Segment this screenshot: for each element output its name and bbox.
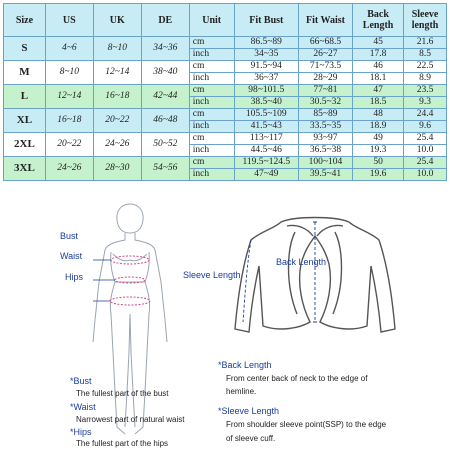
uk-size-cell: 8~10 [93,37,141,61]
figure-label-bust: Bust [60,231,79,241]
table-row [4,61,447,73]
sleeve-length-cell: 24.4 [404,109,447,121]
definition-back-length-title: *Back Length [218,360,272,370]
us-size-cell: 12~14 [45,85,93,109]
definition-sleeve-length-text-1: From shoulder sleeve point(SSP) to the edge [226,420,387,429]
unit-cell: inch [189,145,234,157]
fit-waist-cell: 30.5~32 [298,97,352,109]
back-length-cell: 48 [353,109,404,121]
sleeve-length-cell: 10.0 [404,169,447,181]
de-size-cell: 42~44 [141,85,189,109]
size-cell: XL [4,109,46,133]
back-length-cell: 18.1 [353,73,404,85]
definition-waist-title: *Waist [70,402,96,412]
fit-bust-cell: 44.5~46 [234,145,298,157]
size-cell: 3XL [4,157,46,181]
jacket-label-sleeve-length: Sleeve Length [183,270,241,280]
sleeve-length-cell: 25.4 [404,157,447,169]
table-row [4,37,447,49]
fit-bust-cell: 34~35 [234,49,298,61]
us-size-cell: 20~22 [45,133,93,157]
back-length-cell: 49 [353,133,404,145]
sleeve-length-cell: 8.9 [404,73,447,85]
fit-bust-cell: 113~117 [234,133,298,145]
fit-bust-cell: 119.5~124.5 [234,157,298,169]
figure-label-waist: Waist [60,251,83,261]
unit-cell: cm [189,37,234,49]
unit-cell: cm [189,157,234,169]
fit-bust-cell: 91.5~94 [234,61,298,73]
fit-waist-cell: 26~27 [298,49,352,61]
sleeve-length-cell: 21.6 [404,37,447,49]
de-size-cell: 38~40 [141,61,189,85]
back-length-cell: 18.5 [353,97,404,109]
fit-waist-cell: 39.5~41 [298,169,352,181]
fit-bust-cell: 38.5~40 [234,97,298,109]
back-length-cell: 17.8 [353,49,404,61]
definition-back-length-text-1: From center back of neck to the edge of [226,374,368,383]
header-uk: UK [93,4,141,37]
definition-hips-title: *Hips [70,427,92,437]
uk-size-cell: 28~30 [93,157,141,181]
table-row [4,157,447,169]
unit-cell: inch [189,73,234,85]
sleeve-length-cell: 22.5 [404,61,447,73]
jacket-label-back-length: Back Length [276,257,327,267]
fit-waist-cell: 85~89 [298,109,352,121]
fit-waist-cell: 66~68.5 [298,37,352,49]
size-cell: S [4,37,46,61]
back-length-cell: 19.6 [353,169,404,181]
fit-waist-cell: 93~97 [298,133,352,145]
sleeve-length-cell: 9.6 [404,121,447,133]
sleeve-length-cell: 23.5 [404,85,447,97]
unit-cell: inch [189,49,234,61]
back-length-cell: 46 [353,61,404,73]
de-size-cell: 54~56 [141,157,189,181]
unit-cell: cm [189,85,234,97]
us-size-cell: 8~10 [45,61,93,85]
back-length-cell: 45 [353,37,404,49]
fit-bust-cell: 98~101.5 [234,85,298,97]
us-size-cell: 16~18 [45,109,93,133]
header-de: DE [141,4,189,37]
definition-waist-text: Narrowest part of natural waist [76,415,185,424]
fit-bust-cell: 47~49 [234,169,298,181]
size-cell: 2XL [4,133,46,157]
de-size-cell: 34~36 [141,37,189,61]
table-row [4,85,447,97]
table-header-row [4,4,447,37]
back-length-cell: 18.9 [353,121,404,133]
fit-waist-cell: 100~104 [298,157,352,169]
fit-bust-cell: 105.5~109 [234,109,298,121]
uk-size-cell: 24~26 [93,133,141,157]
unit-cell: cm [189,61,234,73]
uk-size-cell: 12~14 [93,61,141,85]
de-size-cell: 46~48 [141,109,189,133]
figure-label-hips: Hips [65,272,84,282]
header-size: Size [4,4,46,37]
unit-cell: inch [189,121,234,133]
definition-sleeve-length-title: *Sleeve Length [218,406,280,416]
us-size-cell: 24~26 [45,157,93,181]
header-us: US [45,4,93,37]
header-back-length: Back Length [353,4,404,37]
definition-bust-title: *Bust [70,376,92,386]
fit-waist-cell: 33.5~35 [298,121,352,133]
fit-bust-cell: 41.5~43 [234,121,298,133]
sleeve-length-cell: 9.3 [404,97,447,109]
size-cell: L [4,85,46,109]
header-sleeve-length: Sleeve length [404,4,447,37]
fit-waist-cell: 36.5~38 [298,145,352,157]
unit-cell: cm [189,109,234,121]
unit-cell: cm [189,133,234,145]
header-fit-bust: Fit Bust [234,4,298,37]
unit-cell: inch [189,97,234,109]
fit-waist-cell: 28~29 [298,73,352,85]
definition-back-length-text-2: hemline. [226,387,257,396]
unit-cell: inch [189,169,234,181]
body-figure-illustration [85,202,175,442]
definition-sleeve-length-text-2: of sleeve cuff. [226,434,276,443]
us-size-cell: 4~6 [45,37,93,61]
size-cell: M [4,61,46,85]
fit-bust-cell: 86.5~89 [234,37,298,49]
fit-waist-cell: 77~81 [298,85,352,97]
uk-size-cell: 16~18 [93,85,141,109]
size-chart-table [3,3,447,181]
definition-hips-text: The fullest part of the hips [76,439,169,448]
sleeve-length-cell: 8.5 [404,49,447,61]
header-fit-waist: Fit Waist [298,4,352,37]
jacket-illustration [225,214,405,349]
table-row [4,109,447,121]
de-size-cell: 50~52 [141,133,189,157]
definition-bust-text: The fullest part of the bust [76,389,169,398]
sleeve-length-cell: 10.0 [404,145,447,157]
fit-waist-cell: 71~73.5 [298,61,352,73]
fit-bust-cell: 36~37 [234,73,298,85]
back-length-cell: 50 [353,157,404,169]
measurement-guide [0,202,450,450]
sleeve-length-cell: 25.4 [404,133,447,145]
uk-size-cell: 20~22 [93,109,141,133]
table-row [4,133,447,145]
back-length-cell: 47 [353,85,404,97]
back-length-cell: 19.3 [353,145,404,157]
header-unit: Unit [189,4,234,37]
